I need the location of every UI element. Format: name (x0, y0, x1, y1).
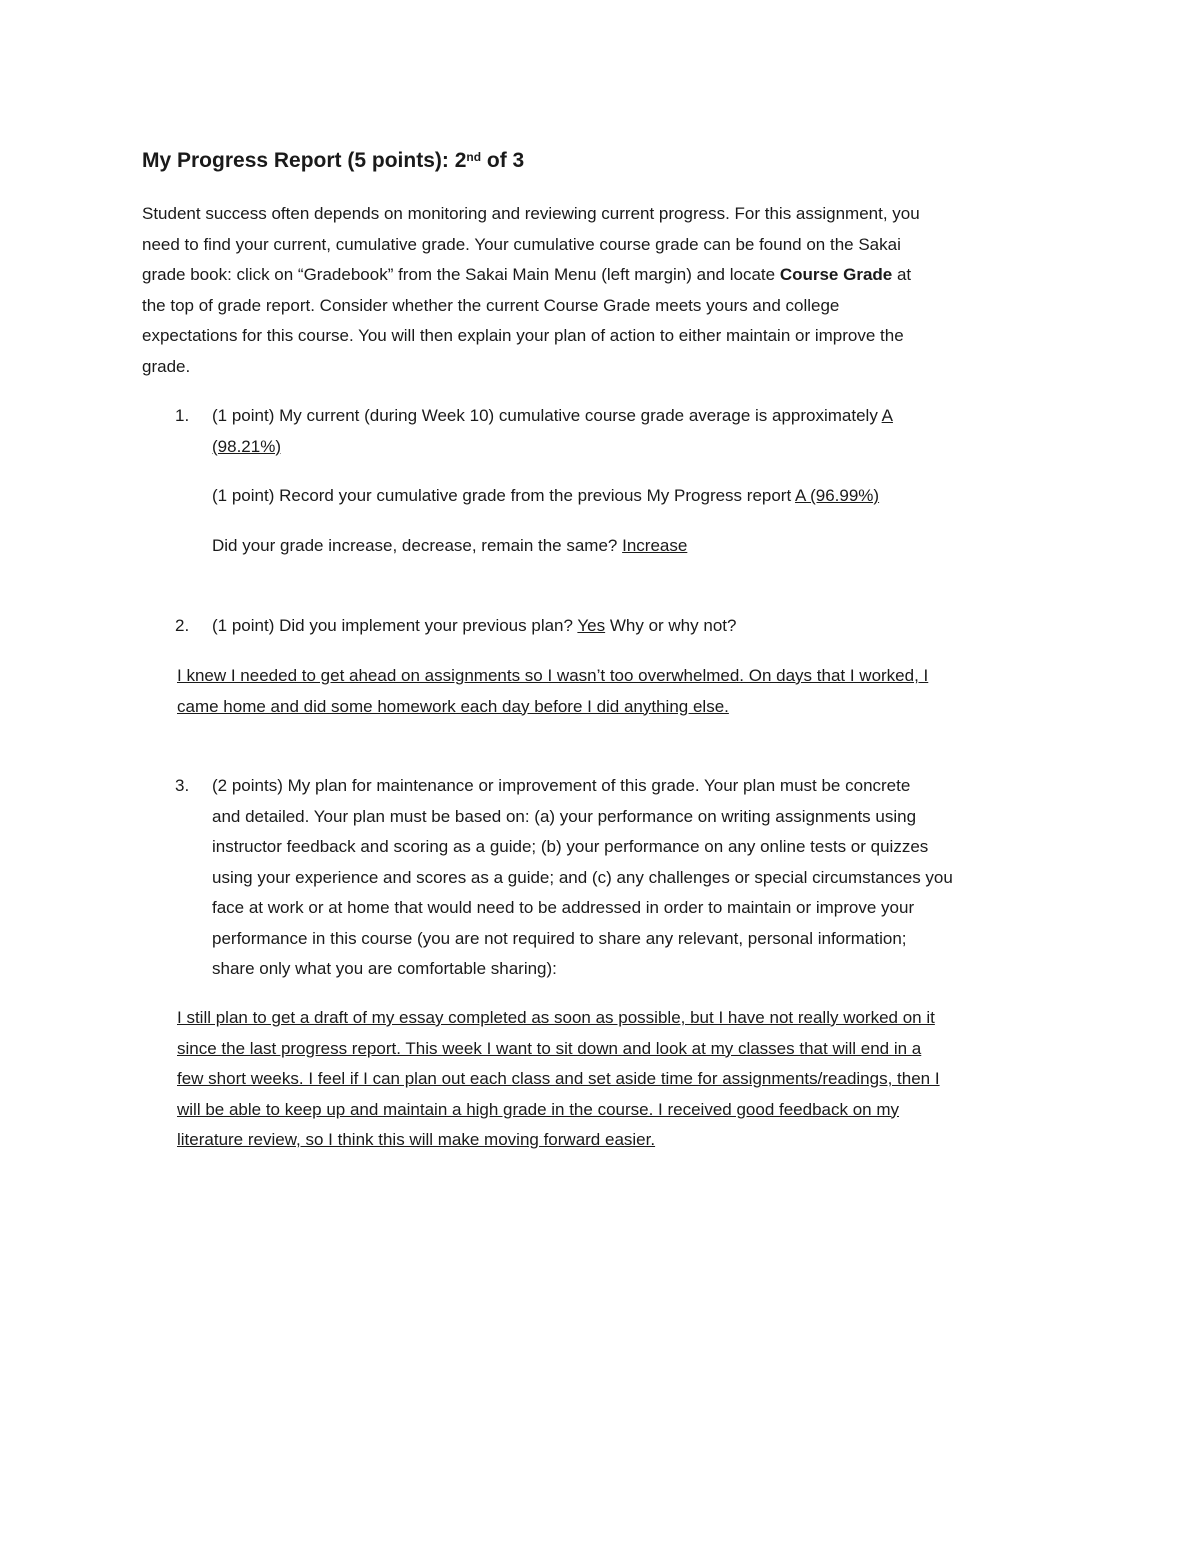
question-3-line: instructor feedback and scoring as a guide; (b) your performance on any online tests or quizzes (212, 837, 929, 856)
question-3-line: (2 points) My plan for maintenance or improvement of this grade. Your plan must be concrete (212, 776, 911, 795)
intro-line: Student success often depends on monitoring and reviewing current progress. For this assignment, you (142, 204, 920, 223)
question-1c-answer: Increase (622, 536, 688, 555)
title-main: My Progress Report (5 points): 2 (142, 149, 467, 172)
question-3-line: and detailed. Your plan must be based on: (a) your performance on writing assignments using (212, 806, 917, 826)
question-1-line (212, 401, 1092, 432)
response-line: came home and did some homework each day before I did anything else. (177, 696, 729, 716)
question-1b-answer: A (96.99%) (794, 486, 880, 505)
question-1b-prompt (212, 481, 1092, 512)
question-3-line: share only what you are comfortable sharing): (212, 959, 557, 978)
intro-text: grade book: click on “Gradebook” from the Sakai Main Menu (left margin) and locate (142, 265, 780, 284)
question-3-response (177, 1003, 1077, 1156)
intro-line: the top of grade report. Consider whether the current Course Grade meets yours and college (142, 295, 840, 315)
response-line: I knew I needed to get ahead on assignments so I wasn’t too overwhelmed. On days that I worked, I (177, 666, 929, 685)
question-1-text: (1 point) My current (during Week 10) cumulative course grade average is approximately (212, 406, 882, 425)
question-1c-line (212, 531, 1092, 562)
title-tail: of 3 (481, 149, 525, 172)
intro-text: at (892, 265, 912, 284)
question-1c-text: Did your grade increase, decrease, remain the same? (212, 536, 623, 555)
question-2-number: 2. (175, 616, 190, 635)
intro-paragraph (142, 199, 1072, 382)
question-1-answer-percent: (98.21%) (212, 436, 281, 456)
intro-line: grade. (142, 356, 191, 376)
question-2-answer: Yes (577, 616, 606, 635)
question-1b-line (212, 481, 1092, 512)
question-1c-prompt (212, 531, 1092, 562)
response-line: I still plan to get a draft of my essay completed as soon as possible, but I have not really worked on it (177, 1008, 935, 1027)
question-2-prompt (212, 611, 1092, 642)
question-3-number: 3. (175, 776, 190, 795)
response-line: literature review, so I think this will make moving forward easier. (177, 1130, 656, 1149)
question-2-line (212, 611, 1092, 642)
intro-line: need to find your current, cumulative grade. Your cumulative course grade can be found on the Sakai (142, 234, 901, 254)
question-2-text: (1 point) Did you implement your previous plan? (212, 616, 578, 635)
intro-line (142, 260, 1072, 291)
question-1-number: 1. (175, 406, 190, 425)
title-superscript: nd (466, 150, 482, 164)
response-line: few short weeks. I feel if I can plan out each class and set aside time for assignments/readings, then I (177, 1069, 940, 1088)
question-2-text: Why or why not? (605, 616, 737, 635)
question-1-answer: A (881, 406, 893, 425)
response-line: since the last progress report. This week I want to sit down and look at my classes that will end in a (177, 1038, 922, 1058)
question-3-line: performance in this course (you are not required to share any relevant, personal information; (212, 928, 907, 948)
intro-bold-course-grade: Course Grade (779, 265, 893, 284)
question-1b-text: (1 point) Record your cumulative grade from the previous My Progress report (212, 486, 795, 505)
question-3-line: using your experience and scores as a guide; and (c) any challenges or special circumstances you (212, 867, 953, 887)
question-3-prompt (212, 771, 1092, 985)
page-title (142, 146, 524, 176)
question-3-line: face at work or at home that would need to be addressed in order to maintain or improve your (212, 898, 915, 917)
intro-line: expectations for this course. You will then explain your plan of action to either maintain or improve the (142, 326, 904, 345)
question-1-prompt (212, 401, 1092, 462)
question-2-response (177, 661, 1077, 722)
response-line: will be able to keep up and maintain a high grade in the course. I received good feedback on my (177, 1099, 900, 1119)
